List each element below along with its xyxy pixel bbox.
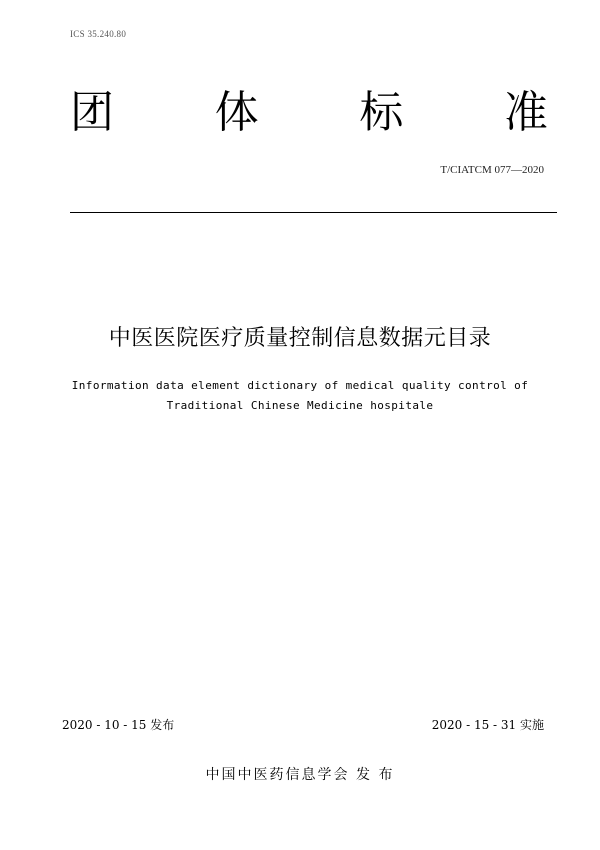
title-char-3: 标 xyxy=(359,87,404,138)
header-divider xyxy=(70,212,557,213)
english-title-line-2: Traditional Chinese Medicine hospitale xyxy=(166,399,434,412)
title-char-2: 体 xyxy=(214,87,259,138)
title-char-1: 团 xyxy=(70,87,114,138)
standard-type-title xyxy=(70,88,548,138)
document-title-english xyxy=(40,376,560,416)
title-char-4: 准 xyxy=(503,87,548,138)
issue-date: 2020 - 10 - 15 发布 xyxy=(62,718,175,732)
document-title-chinese: 中医医院医疗质量控制信息数据元目录 xyxy=(108,326,492,351)
standard-code: T/CIATCM 077—2020 xyxy=(440,164,544,176)
english-title-line-1: Information data element dictionary of medical quality control of xyxy=(71,379,529,392)
publisher: 中国中医药信息学会 发 布 xyxy=(205,767,395,783)
ics-code: ICS 35.240.80 xyxy=(70,29,127,39)
implementation-date: 2020 - 15 - 31 实施 xyxy=(431,718,544,732)
